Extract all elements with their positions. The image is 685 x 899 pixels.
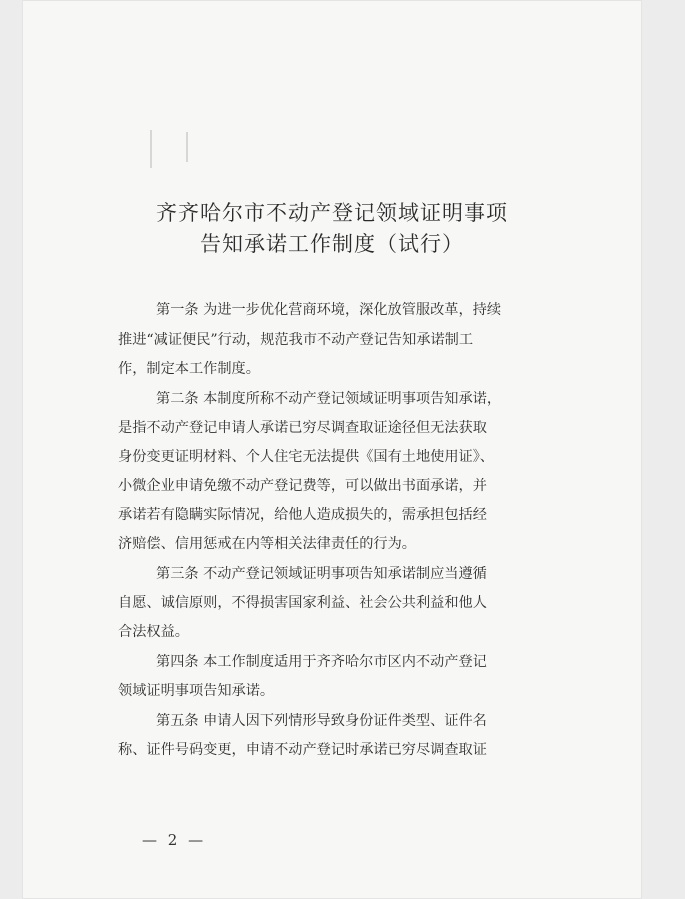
scan-edge-left [0, 0, 22, 899]
article-2-line-5: 承诺若有隐瞒实际情况，给他人造成损失的，需承担包括经 [118, 507, 487, 523]
article-5-line-1: 第五条 申请人因下列情形导致身份证件类型、证件名 [156, 713, 487, 729]
document-title-line-1: 齐齐哈尔市不动产登记领域证明事项 [156, 201, 508, 225]
article-5-line-2: 称、证件号码变更，申请不动产登记时承诺已穷尽调查取证 [118, 742, 487, 758]
article-2-line-3: 身份变更证明材料、个人住宅无法提供《国有土地使用证》、 [118, 449, 494, 465]
scan-edge-right [642, 0, 685, 899]
article-1-line-1: 第一条 为进一步优化营商环境，深化放管服改革，持续 [156, 302, 502, 318]
page-number: — 2 — [142, 831, 207, 849]
document-title-line-2: 告知承诺工作制度（试行） [200, 232, 464, 256]
scan-artifact [150, 130, 152, 168]
article-2-line-1: 第二条 本制度所称不动产登记领域证明事项告知承诺， [156, 391, 502, 407]
article-2-line-2: 是指不动产登记申请人承诺已穷尽调查取证途径但无法获取 [118, 420, 487, 436]
article-4-line-2: 领域证明事项告知承诺。 [118, 683, 275, 699]
article-1-line-2: 推进“减证便民”行动，规范我市不动产登记告知承诺制工 [118, 332, 474, 348]
scan-artifact [186, 132, 188, 162]
article-1-line-3: 作，制定本工作制度。 [118, 361, 260, 377]
article-3-line-1: 第三条 不动产登记领域证明事项告知承诺制应当遵循 [156, 566, 487, 582]
article-3-line-3: 合法权益。 [118, 624, 189, 640]
article-3-line-2: 自愿、诚信原则，不得损害国家利益、社会公共利益和他人 [118, 595, 487, 611]
article-2-line-4: 小微企业申请免缴不动产登记费等，可以做出书面承诺，并 [118, 478, 487, 494]
article-4-line-1: 第四条 本工作制度适用于齐齐哈尔市区内不动产登记 [156, 654, 487, 670]
article-2-line-6: 济赔偿、信用惩戒在内等相关法律责任的行为。 [118, 536, 416, 552]
